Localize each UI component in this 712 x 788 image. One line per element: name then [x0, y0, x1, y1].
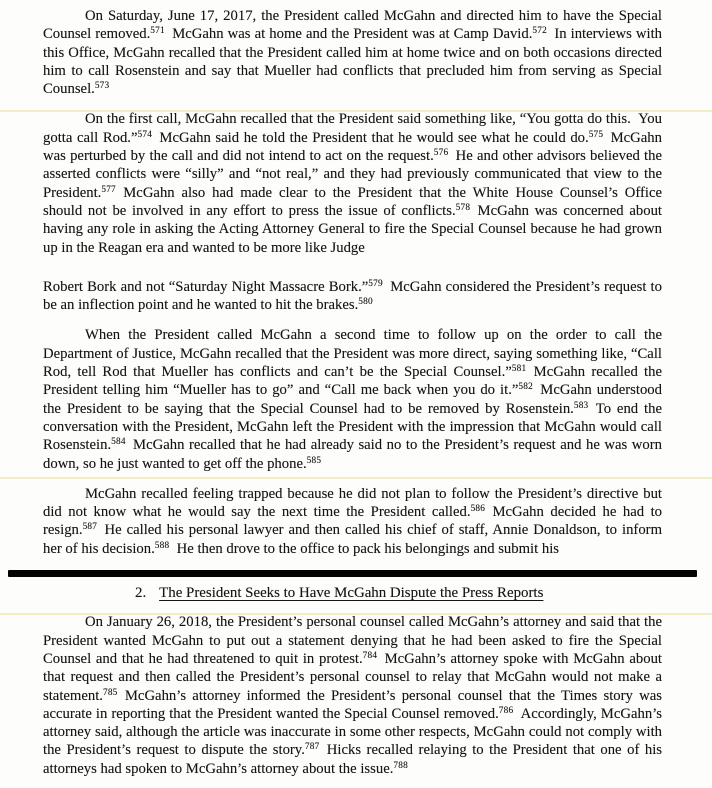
paragraph: On January 26, 2018, the President’s personal counsel called McGahn’s attorney and said that the President wanted McGahn to put out a statement denying that he had been asked to fire the Special Counsel and that he had threatened to quit in protest.$^{784}$ McGahn’s attorney spoke with McGahn about that request and then called the President’s personal counsel to relay that McGahn would not make a statement.$^{785}$ McGahn’s attorney informed the President’s personal counsel that the Times story was accurate in reporting that the President wanted the Special Counsel removed.$^{786}$ Accordingly, McGahn’s attorney said, although the article was inaccurate in some other respects, McGahn could not comply with the President’s request to dispute the story.$^{787}$ Hicks recalled relaying to the President that one of his attorneys had spoken to McGahn’s attorney about the issue.$^{788}$ [43, 614, 663, 777]
footnote-reference: 586 [470, 504, 486, 515]
footnote-reference: 578 [455, 202, 471, 213]
section-press-reports-paragraphs [43, 613, 662, 778]
section-mcgahn-removal-paragraphs [43, 7, 662, 558]
footnote-reference: 579 [368, 278, 383, 289]
document-text-block [43, 7, 662, 788]
footnote-reference: 571 [150, 26, 165, 37]
section-heading-number: 2. [135, 585, 147, 602]
footnote-reference: 584 [111, 437, 126, 448]
paragraph: On Saturday, June 17, 2017, the President called McGahn and directed him to have the Special Counsel removed.$^{571}$ McGahn was at home and the President was at Camp David.$^{572}$ In interviews with this Office, McGahn recalled that the President called him at home twice and on both occasions directed him to call Rosenstein and say that Mueller had conflicts that precluded him from serving as Special Counsel.$^{573}$ [43, 8, 663, 98]
footnote-reference: 583 [573, 400, 589, 411]
footnote-reference: 787 [304, 742, 320, 753]
paragraph: When the President called McGahn a second time to follow up on the order to call the Department of Justice, McGahn recalled that the President was more direct, saying something like, “Call Rod, tell Rod that Mueller has conflicts and can’t be the Special Counsel.”$^{581}$ McGahn recalled the President telling him “Mueller has to go” and “Call me back when you do it.”$^{582}$ McGahn understood the President to be saying that the Special Counsel had to be removed by Rosenstein.$^{583}$ To end the conversation with the President, McGahn left the President with the impression that McGahn would call Rosenstein.$^{584}$ McGahn recalled that he had already said no to the President’s request and he was worn down, so he just wanted to get off the phone.$^{585}$ [43, 327, 662, 472]
footnote-reference: 588 [154, 540, 170, 551]
footnote-reference: 572 [532, 26, 547, 37]
footnote-reference: 585 [306, 455, 322, 466]
paragraph: Robert Bork and not “Saturday Night Massacre Bork.”$^{579}$ McGahn considered the President’s request to be an inflection point and he wanted to hit the brakes.$^{580}$ [43, 278, 662, 314]
section-heading-title: The President Seeks to Have McGahn Dispute the Press Reports [159, 585, 544, 602]
paragraph: On the first call, McGahn recalled that the President said something like, “You gotta do this. You gotta call Rod.”$^{574}$ McGahn said he told the President that he would see what he could do.$^{575}$ McGahn was perturbed by the call and did not intend to act on the request.$^{576}$ He and other advisors believed the asserted conflicts were “silly” and “not real,” and they had previously communicated that view to the President.$^{577}$ McGahn also had made clear to the President that the White House Counsel’s Office should not be involved in any effort to press the issue of conflicts.$^{578}$ McGahn was concerned about having any role in asking the Acting Attorney General to fire the Special Counsel because he had grown up in the Reagan era and wanted to be more like Judge [43, 111, 662, 256]
footnote-reference: 784 [362, 650, 378, 661]
footnote-reference: 577 [101, 184, 116, 195]
footnote-reference: 786 [498, 705, 514, 716]
footnote-reference: 582 [518, 382, 533, 393]
footnote-reference: 580 [358, 297, 373, 308]
paragraph: McGahn recalled feeling trapped because he did not plan to follow the President’s directive but did not know what he would say the next time the President called.$^{586}$ McGahn decided he had to resign.$^{587}$ He called his personal lawyer and then called his chief of staff, Annie Donaldson, to inform her of his decision.$^{588}$ He then drove to the office to pack his belongings and submit his [43, 485, 663, 557]
footnote-reference: 581 [511, 364, 527, 375]
section-heading [135, 584, 662, 602]
footnote-reference: 785 [102, 687, 118, 698]
footnote-reference: 576 [433, 148, 449, 159]
page-break-divider-bar [8, 570, 697, 577]
footnote-reference: 788 [393, 760, 408, 771]
footnote-reference: 587 [82, 522, 98, 533]
footnote-reference: 573 [94, 81, 110, 92]
footnote-reference: 574 [137, 129, 153, 140]
footnote-reference: 575 [588, 129, 604, 140]
